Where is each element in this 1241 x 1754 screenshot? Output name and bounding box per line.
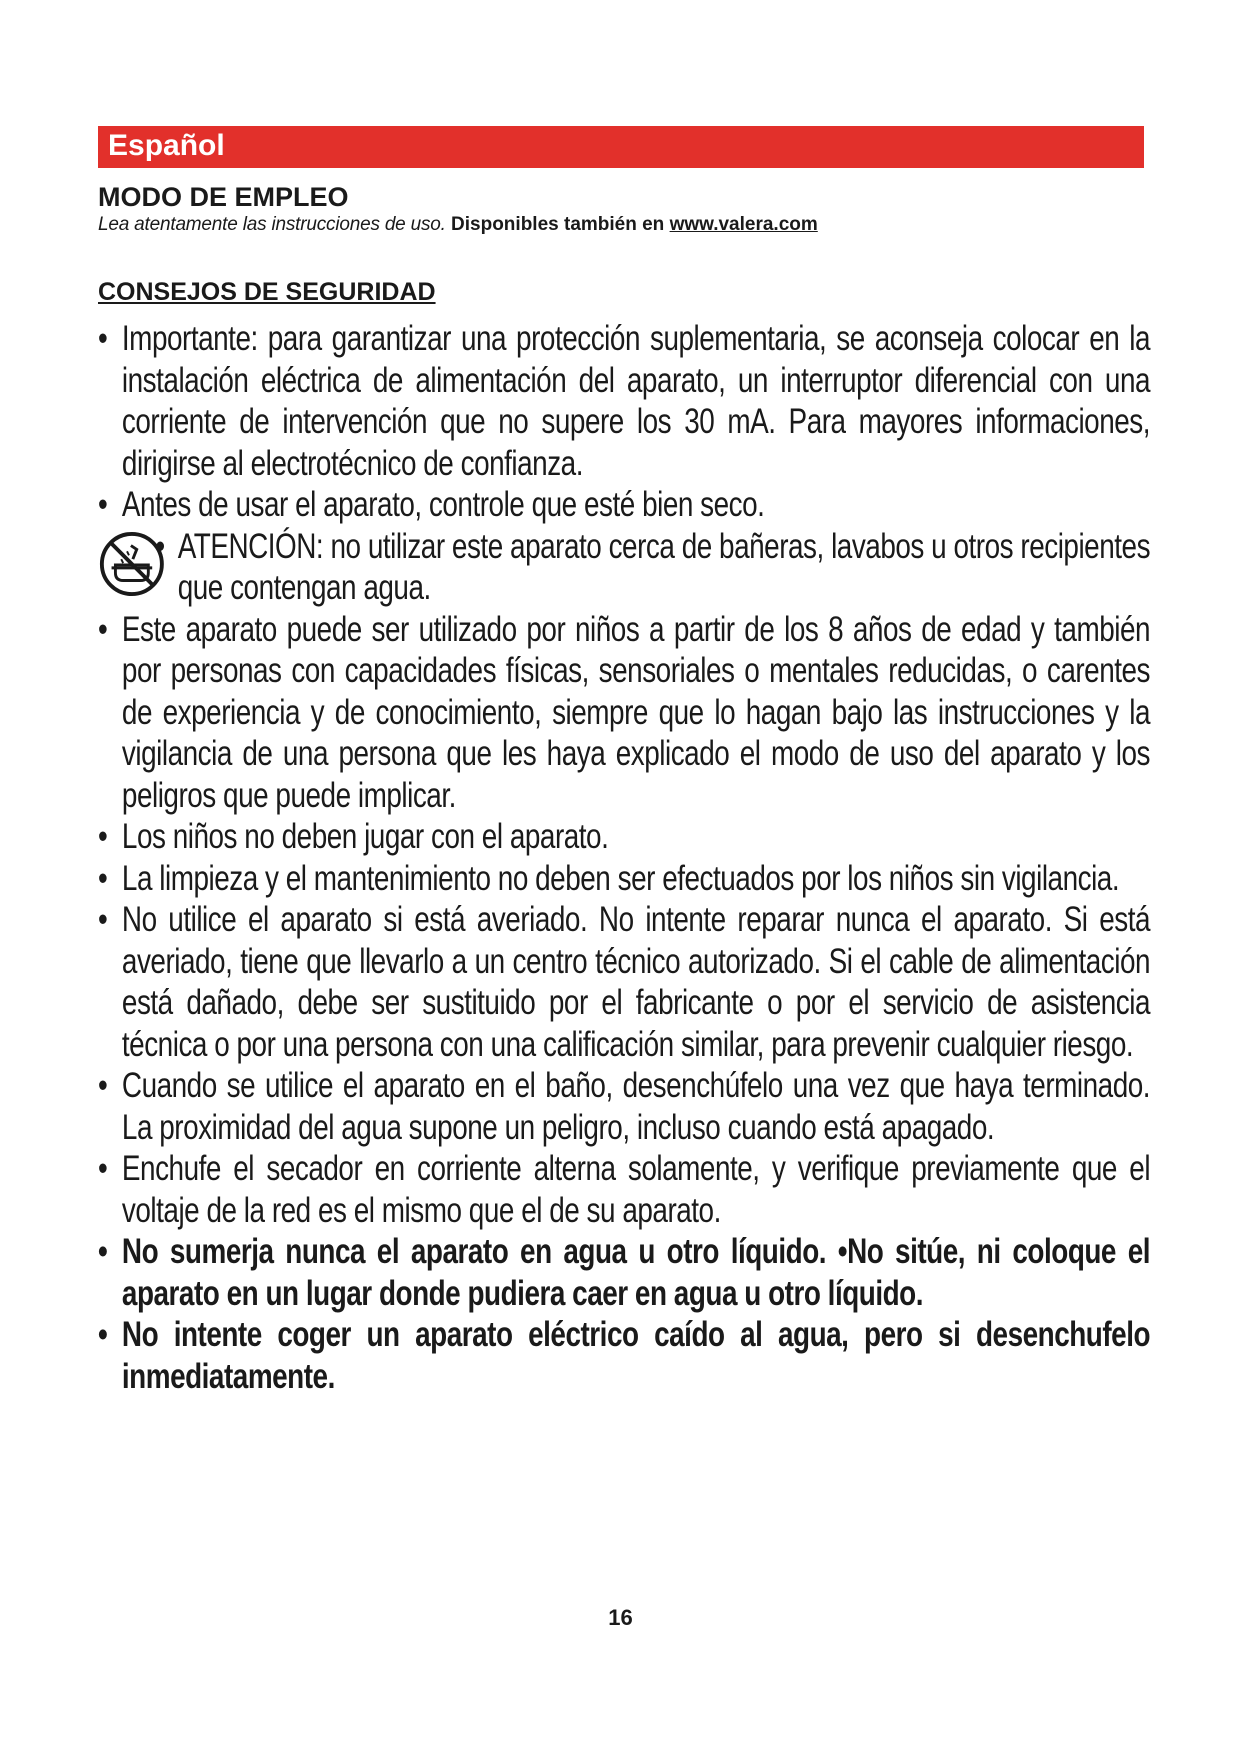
- list-item: • Los niños no deben jugar con el aparato.: [98, 816, 1150, 858]
- page-number: 16: [608, 1605, 633, 1630]
- list-item: • Cuando se utilice el aparato en el baño, desenchúfelo una vez que haya terminado. La proximidad del agua supone un peligro, incluso cuando está apagado.: [98, 1065, 1150, 1148]
- subtitle-instructions: Lea atentamente las instrucciones de uso.: [98, 214, 446, 235]
- page-title: MODO DE EMPLEO: [98, 182, 349, 212]
- section-title: CONSEJOS DE SEGURIDAD: [98, 278, 436, 306]
- subtitle-available: Disponibles también en: [451, 214, 665, 235]
- list-item: • No utilice el aparato si está averiado. No intente reparar nunca el aparato. Si está averiado, tiene que llevarlo a un centro técnico autorizado. Si el cable de alimentación está dañado, debe ser sustituido por el fabricante o por el servicio de asistencia técnica o por una persona con una calificación similar, para prevenir cualquier riesgo.: [98, 899, 1150, 1065]
- list-item-bold: • No intente coger un aparato eléctrico caído al agua, pero si desenchufelo inmediatamente.: [98, 1314, 1150, 1397]
- list-item: • La limpieza y el mantenimiento no deben ser efectuados por los niños sin vigilancia.: [98, 858, 1150, 900]
- list-item-warning: • ATENCIÓN: no utilizar este aparato cerca de bañeras, lavabos u otros recipientes que contengan agua.: [98, 526, 1150, 609]
- list-item: • Este aparato puede ser utilizado por niños a partir de los 8 años de edad y también por personas con capacidades físicas, sensoriales o mentales reducidas, o carentes de experiencia y de conocimiento, siempre que lo hagan bajo las instrucciones y la vigilancia de una persona que les haya explicado el modo de uso del aparato y los peligros que puede implicar.: [98, 609, 1150, 817]
- warning-row: [98, 526, 1150, 609]
- language-label: Español: [108, 129, 225, 162]
- language-banner: [98, 126, 1144, 168]
- list-item: • Enchufe el secador en corriente alterna solamente, y verifique previamente que el voltaje de la red es el mismo que el de su aparato.: [98, 1148, 1150, 1231]
- list-item-bold: • No sumerja nunca el aparato en agua u otro líquido. •No sitúe, ni coloque el aparato en un lugar donde pudiera caer en agua u otro líquido.: [98, 1231, 1150, 1314]
- safety-list: [98, 318, 1150, 1397]
- list-item: • Antes de usar el aparato, controle que esté bien seco.: [98, 484, 1150, 526]
- list-item: • Importante: para garantizar una protección suplementaria, se aconseja colocar en la instalación eléctrica de alimentación del aparato, un interruptor diferencial con una corriente de intervención que no supere los 30 mA. Para mayores informaciones, dirigirse al electrotécnico de confianza.: [98, 318, 1150, 484]
- website-link[interactable]: www.valera.com: [669, 214, 818, 235]
- subtitle: [98, 214, 818, 236]
